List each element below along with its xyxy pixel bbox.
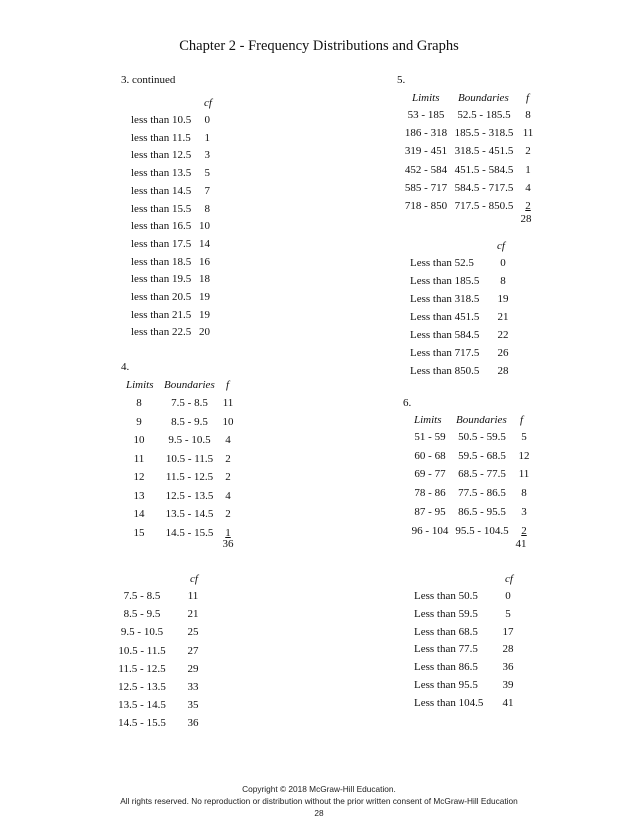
cf-row-value: 28: [497, 365, 509, 377]
boundaries-cell: 59.5 - 68.5: [458, 449, 506, 462]
cf-row-value: 33: [187, 681, 199, 693]
cf-row-label: Less than 77.5: [414, 643, 478, 656]
limits-cell: 15: [133, 526, 145, 539]
boundaries-cell: 318.5 - 451.5: [454, 145, 514, 158]
boundaries-cell: 185.5 - 318.5: [454, 127, 514, 140]
cf-row-label: less than 11.5: [131, 131, 191, 144]
boundaries-cell: 11.5 - 12.5: [165, 471, 214, 483]
cf-row-value: 3: [204, 149, 210, 162]
cf-row-label: less than 16.5: [131, 220, 192, 233]
cf-row-value: 22: [497, 329, 509, 341]
boundaries-cell: 50.5 - 59.5: [458, 431, 506, 443]
frequency-cell: 4: [225, 489, 231, 502]
boundaries-cell: 77.5 - 86.5: [458, 487, 506, 500]
frequency-cell: 4: [225, 434, 231, 446]
cf-row-label: Less than 451.5: [410, 311, 480, 323]
cf-row-label: less than 15.5: [131, 202, 192, 215]
frequency-cell: 12: [518, 449, 530, 462]
limits-cell: 8: [136, 397, 142, 409]
cf-row-value: 10: [199, 220, 210, 233]
limits-cell: 13: [133, 489, 145, 502]
problem-3-label: 3. continued: [121, 74, 176, 86]
frequency-cell: 2: [225, 452, 231, 465]
cf-row-value: 17: [502, 625, 514, 638]
limits-cell: 718 - 850: [404, 200, 448, 212]
boundaries-header: Boundaries: [164, 379, 215, 391]
problem-4-label: 4.: [121, 361, 130, 373]
boundaries-cell: 7.5 - 8.5: [171, 397, 208, 409]
cf-row-value: 29: [187, 662, 199, 675]
cf-row-value: 16: [199, 255, 210, 268]
limits-cell: 9: [136, 415, 142, 428]
boundaries-cell: 451.5 - 584.5: [454, 163, 514, 176]
cf-row-label: less than 14.5: [131, 184, 192, 197]
cf-header: cf: [190, 573, 198, 585]
page-number: 28: [314, 808, 324, 818]
frequency-cell: 8: [525, 109, 531, 121]
limits-cell: 10: [133, 434, 145, 446]
cf-row-label: 11.5 - 12.5: [118, 662, 166, 675]
cf-row-label: Less than 52.5: [410, 257, 474, 269]
boundaries-cell: 95.5 - 104.5: [455, 524, 509, 537]
page-title: Chapter 2 - Frequency Distributions and Graphs: [179, 38, 459, 54]
cf-row-label: Less than 50.5: [414, 590, 478, 602]
frequency-cell: 11: [518, 468, 530, 481]
cf-header: cf: [505, 573, 513, 585]
cf-row-value: 0: [204, 114, 210, 126]
boundaries-cell: 14.5 - 15.5: [165, 526, 214, 539]
limits-header: Limits: [414, 414, 442, 426]
f-header: f: [520, 414, 524, 426]
cf-row-label: Less than 86.5: [414, 661, 478, 674]
boundaries-cell: 86.5 - 95.5: [458, 505, 506, 518]
frequency-cell: 1: [225, 526, 231, 539]
frequency-cell: 2: [521, 524, 527, 537]
copyright-line: Copyright © 2018 McGraw-Hill Education.: [242, 784, 396, 794]
frequency-total: 41: [515, 538, 527, 550]
frequency-cell: 10: [222, 415, 234, 428]
boundaries-cell: 13.5 - 14.5: [165, 508, 214, 520]
cf-row-label: less than 22.5: [131, 326, 192, 339]
limits-cell: 51 - 59: [414, 431, 446, 443]
frequency-cell: 5: [521, 431, 527, 443]
cf-row-value: 0: [500, 257, 506, 269]
cf-row-label: less than 21.5: [131, 308, 192, 321]
cf-row-value: 36: [187, 717, 199, 730]
cf-row-value: 19: [199, 291, 210, 303]
boundaries-cell: 717.5 - 850.5: [454, 200, 514, 212]
cf-header: cf: [497, 240, 505, 252]
boundaries-cell: 584.5 - 717.5: [454, 181, 514, 194]
frequency-cell: 3: [521, 505, 527, 518]
cf-row-label: less than 13.5: [131, 167, 192, 180]
limits-cell: 14: [133, 508, 145, 520]
cf-row-label: Less than 68.5: [414, 625, 478, 638]
frequency-cell: 11: [222, 397, 234, 409]
cf-row-value: 8: [500, 275, 506, 287]
f-header: f: [526, 92, 530, 104]
limits-cell: 12: [133, 471, 145, 483]
boundaries-header: Boundaries: [456, 414, 507, 426]
cf-row-value: 19: [497, 293, 509, 305]
boundaries-cell: 68.5 - 77.5: [458, 468, 506, 481]
cf-row-label: 9.5 - 10.5: [120, 626, 164, 639]
frequency-total: 36: [222, 538, 234, 550]
cf-row-value: 35: [187, 699, 199, 712]
cf-row-label: 14.5 - 15.5: [118, 717, 166, 730]
limits-header: Limits: [412, 92, 440, 104]
cf-row-value: 41: [502, 696, 514, 709]
cf-header: cf: [204, 97, 212, 109]
cf-row-label: less than 12.5: [131, 149, 192, 162]
limits-cell: 11: [133, 452, 145, 465]
limits-cell: 96 - 104: [411, 524, 449, 537]
cf-row-label: less than 19.5: [131, 273, 192, 286]
limits-cell: 78 - 86: [414, 487, 446, 500]
limits-cell: 69 - 77: [414, 468, 446, 481]
rights-line: All rights reserved. No reproduction or distribution without the prior written consent of McGraw-Hill Education: [120, 796, 518, 806]
cf-row-label: Less than 318.5: [410, 293, 480, 305]
f-header: f: [226, 379, 230, 391]
cf-row-value: 14: [199, 237, 210, 250]
frequency-cell: 1: [525, 163, 531, 176]
cf-row-label: Less than 850.5: [410, 365, 480, 377]
cf-row-value: 18: [199, 273, 210, 286]
boundaries-cell: 12.5 - 13.5: [165, 489, 214, 502]
boundaries-cell: 9.5 - 10.5: [168, 434, 211, 446]
cf-row-label: Less than 104.5: [414, 696, 484, 709]
cf-row-label: less than 20.5: [131, 291, 192, 303]
cf-row-value: 8: [204, 202, 210, 215]
cf-row-value: 5: [505, 607, 511, 620]
cf-row-label: less than 17.5: [131, 237, 192, 250]
limits-cell: 60 - 68: [414, 449, 446, 462]
boundaries-header: Boundaries: [458, 92, 509, 104]
cf-row-value: 5: [204, 167, 210, 180]
cf-row-label: Less than 59.5: [414, 607, 478, 620]
cf-row-value: 0: [505, 590, 511, 602]
limits-cell: 319 - 451: [404, 145, 448, 158]
frequency-cell: 11: [522, 127, 534, 140]
limits-header: Limits: [126, 379, 154, 391]
cf-row-value: 21: [187, 608, 199, 621]
frequency-cell: 2: [225, 508, 231, 520]
boundaries-cell: 8.5 - 9.5: [171, 415, 208, 428]
cf-row-label: less than 18.5: [131, 255, 192, 268]
frequency-cell: 2: [525, 200, 531, 212]
cf-row-value: 36: [502, 661, 514, 674]
frequency-cell: 4: [525, 181, 531, 194]
cf-row-label: less than 10.5: [131, 114, 192, 126]
cf-row-label: Less than 95.5: [414, 679, 478, 691]
limits-cell: 53 - 185: [407, 109, 445, 121]
problem-5-label: 5.: [397, 74, 406, 86]
frequency-cell: 8: [521, 487, 527, 500]
limits-cell: 87 - 95: [414, 505, 446, 518]
boundaries-cell: 52.5 - 185.5: [457, 109, 511, 121]
limits-cell: 186 - 318: [404, 127, 448, 140]
limits-cell: 585 - 717: [404, 181, 448, 194]
cf-row-value: 7: [204, 184, 210, 197]
boundaries-cell: 10.5 - 11.5: [165, 452, 214, 465]
problem-6-label: 6.: [403, 397, 412, 409]
cf-row-label: 13.5 - 14.5: [118, 699, 166, 712]
cf-row-value: 21: [497, 311, 509, 323]
cf-row-value: 11: [187, 590, 199, 602]
cf-row-value: 39: [502, 679, 514, 691]
cf-row-label: Less than 584.5: [410, 329, 480, 341]
cf-row-value: 19: [199, 308, 210, 321]
frequency-total: 28: [520, 213, 532, 225]
cf-row-value: 20: [199, 326, 210, 339]
limits-cell: 452 - 584: [404, 163, 448, 176]
frequency-cell: 2: [525, 145, 531, 158]
cf-row-value: 27: [187, 644, 199, 657]
cf-row-value: 26: [497, 347, 509, 359]
cf-row-label: 12.5 - 13.5: [118, 681, 166, 693]
cf-row-label: Less than 717.5: [410, 347, 480, 359]
cf-row-value: 25: [187, 626, 199, 639]
cf-row-label: 8.5 - 9.5: [123, 608, 161, 621]
cf-row-value: 1: [204, 131, 210, 144]
cf-row-label: Less than 185.5: [410, 275, 480, 287]
frequency-cell: 2: [225, 471, 231, 483]
cf-row-label: 10.5 - 11.5: [118, 644, 166, 657]
cf-row-label: 7.5 - 8.5: [123, 590, 161, 602]
cf-row-value: 28: [502, 643, 514, 656]
